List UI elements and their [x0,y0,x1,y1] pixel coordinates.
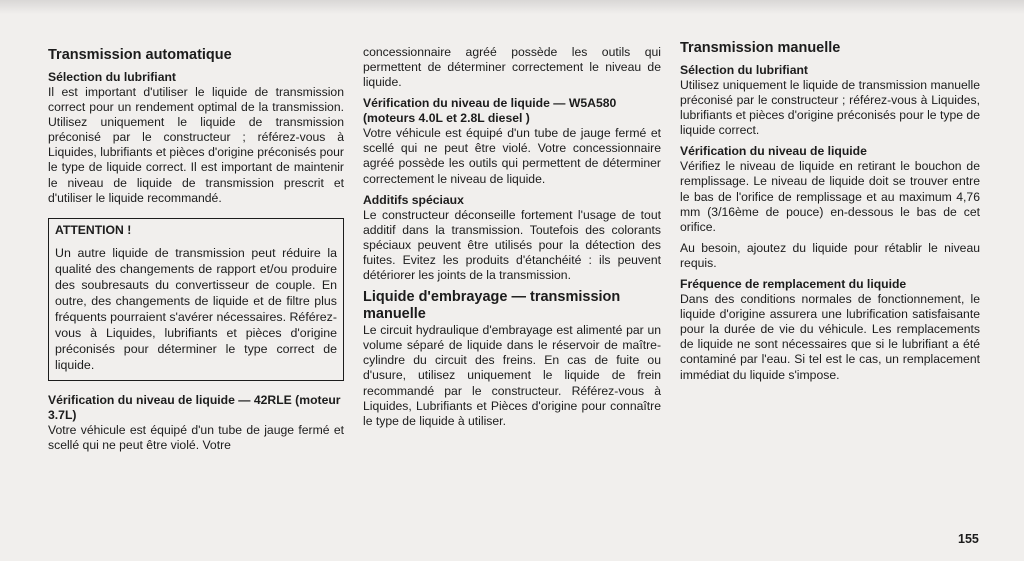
paragraph-replacement-frequency: Dans des conditions normales de fonctionnement, le liquide d'origine assurera une lubrification satisfaisante pour la durée de vie du véhicule. Les remplacements de liquide ne sont nécessaires que si le lubrifiant a été contaminé par l'eau. Si tel est le cas, un remplacement immédiat du liquide s'impose. [680,292,980,382]
heading-manual-level-check: Vérification du niveau de liquide [680,144,867,159]
paragraph-manual-level-check: Vérifiez le niveau de liquide en retirant le bouchon de remplissage. Le niveau de liquide doit se trouver entre le bas de l'orifice de remplissage et au maximum 4,76 mm (3/16ème de pouce) en-dessous le bas de cet orifice. [680,159,980,234]
paragraph-manual-lubricant-selection: Utilisez uniquement le liquide de transmission manuelle préconisé par le constructeur ; référez-vous à Liquides, lubrifiants et pièces d'origine préconisés pour le type de liquide correct. [680,78,980,138]
page-number: 155 [958,532,979,546]
heading-level-check-w5a580: Vérification du niveau de liquide — W5A580 (moteurs 4.0L et 2.8L diesel ) [363,96,617,126]
paragraph-manual-level-topup: Au besoin, ajoutez du liquide pour rétablir le niveau requis. [680,240,980,270]
paragraph-level-check-w5a580: Votre véhicule est équipé d'un tube de jauge fermé et scellé qui ne peut être violé. Votre concessionnaire agréé possède les outils qui permettent de déterminer correctement le niveau de liquide. [363,126,661,186]
heading-special-additives: Additifs spéciaux [363,192,464,207]
heading-manual-lubricant-selection: Sélection du lubrifiant [680,63,808,77]
attention-box [48,218,344,381]
column-right [680,40,980,383]
page-top-edge [0,0,1024,14]
section-title-clutch-fluid: Liquide d'embrayage — transmission manuelle [363,289,621,323]
paragraph-continued: concessionnaire agréé possède les outils qui permettent de déterminer correctement le niveau de liquide. [363,45,661,90]
paragraph-special-additives: Le constructeur déconseille fortement l'usage de tout additif dans la transmission. Toutefois des colorants spéciaux peuvent être utilisés pour la détection des fuites. Evitez les produits d'étanchéité : ils peuvent détériorer les joints de la transmission. [363,207,661,283]
paragraph-clutch-fluid: Le circuit hydraulique d'embrayage est alimenté par un volume séparé de liquide dans le réservoir de maître-cylindre du circuit des freins. En cas de fuite ou d'usure, utilisez uniquement le liquide de frein recommandé par le constructeur. Référez-vous à Liquides, Lubrifiants et Pièces d'origine pour connaître le type de liquide à utiliser. [363,323,661,428]
paragraph-level-check-42rle: Votre véhicule est équipé d'un tube de jauge fermé et scellé qui ne peut être violé. Votre [48,422,344,452]
section-title-manual: Transmission manuelle [680,40,841,56]
column-left [48,47,344,453]
heading-lubricant-selection: Sélection du lubrifiant [48,70,176,84]
section-title-automatic: Transmission automatique [48,47,232,63]
heading-level-check-42rle: Vérification du niveau de liquide — 42RLE (moteur 3.7L) [48,392,341,422]
column-middle [363,45,661,429]
attention-text: Un autre liquide de transmission peut réduire la qualité des changements de rapport et/ou produire des soubresauts du convertisseur de couple. En outre, des changements de liquide et de filtre plus fréquents pourraient s'avérer nécessaires. Référez-vous à Liquides, lubrifiants et pièces d'origine préconisés pour déterminer le type correct de liquide. [55,245,337,373]
attention-title: ATTENTION ! [55,222,132,237]
heading-replacement-frequency: Fréquence de remplacement du liquide [680,277,907,292]
paragraph-lubricant-selection: Il est important d'utiliser le liquide de transmission correct pour un rendement optimal de la transmission. Utilisez uniquement le liquide de transmission préconisé par le constructeur ; référez-vous à Liquides, lubrifiants et pièces d'origine préconisés pour le type de liquide correct. Il est important de maintenir le niveau de liquide de transmission prescrit et d'utiliser le liquide recommandé. [48,85,344,205]
